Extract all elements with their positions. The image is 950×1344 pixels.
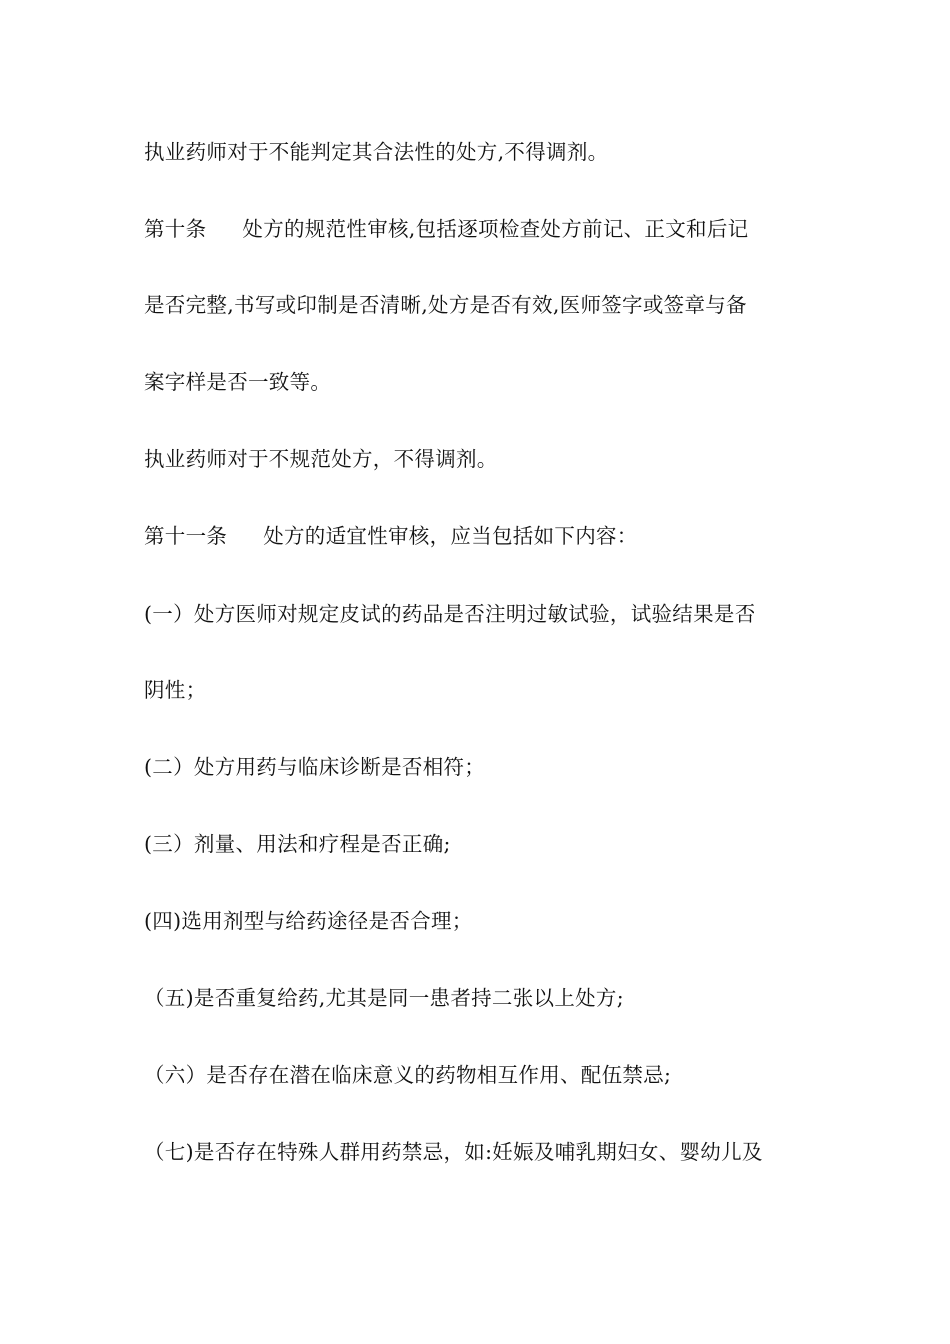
- paragraph-line-5: 执业药师对于不规范处方，不得调剂。: [144, 447, 498, 471]
- list-item-1-continuation: 阴性；: [144, 678, 207, 702]
- article-10-label: 第十条: [144, 217, 207, 241]
- paragraph-line-3: 是否完整,书写或印制是否清晰,处方是否有效,医师签字或签章与备: [144, 293, 747, 317]
- article-11-label: 第十一条: [144, 524, 228, 548]
- article-11-text: 处方的适宜性审核，应当包括如下内容：: [263, 524, 638, 548]
- list-item-5: （五)是否重复给药,尤其是同一患者持二张以上处方;: [144, 986, 624, 1010]
- paragraph-line-1: 执业药师对于不能判定其合法性的处方,不得调剂。: [144, 140, 609, 164]
- list-item-2: (二）处方用药与临床诊断是否相符；: [144, 755, 486, 779]
- list-item-1: (一）处方医师对规定皮试的药品是否注明过敏试验，试验结果是否: [144, 602, 756, 626]
- paragraph-line-4: 案字样是否一致等。: [144, 370, 332, 394]
- list-item-7: （七)是否存在特殊人群用药禁忌，如:妊娠及哺乳期妇女、婴幼儿及: [144, 1140, 763, 1164]
- list-item-4: (四)选用剂型与给药途径是否合理；: [144, 909, 473, 933]
- article-10-heading-line: [144, 215, 748, 243]
- article-10-text: 处方的规范性审核,包括逐项检查处方前记、正文和后记: [242, 217, 749, 241]
- article-11-heading-line: [144, 522, 638, 550]
- list-item-6: （六）是否存在潜在临床意义的药物相互作用、配伍禁忌;: [144, 1063, 672, 1087]
- list-item-3: (三）剂量、用法和疗程是否正确;: [144, 832, 451, 856]
